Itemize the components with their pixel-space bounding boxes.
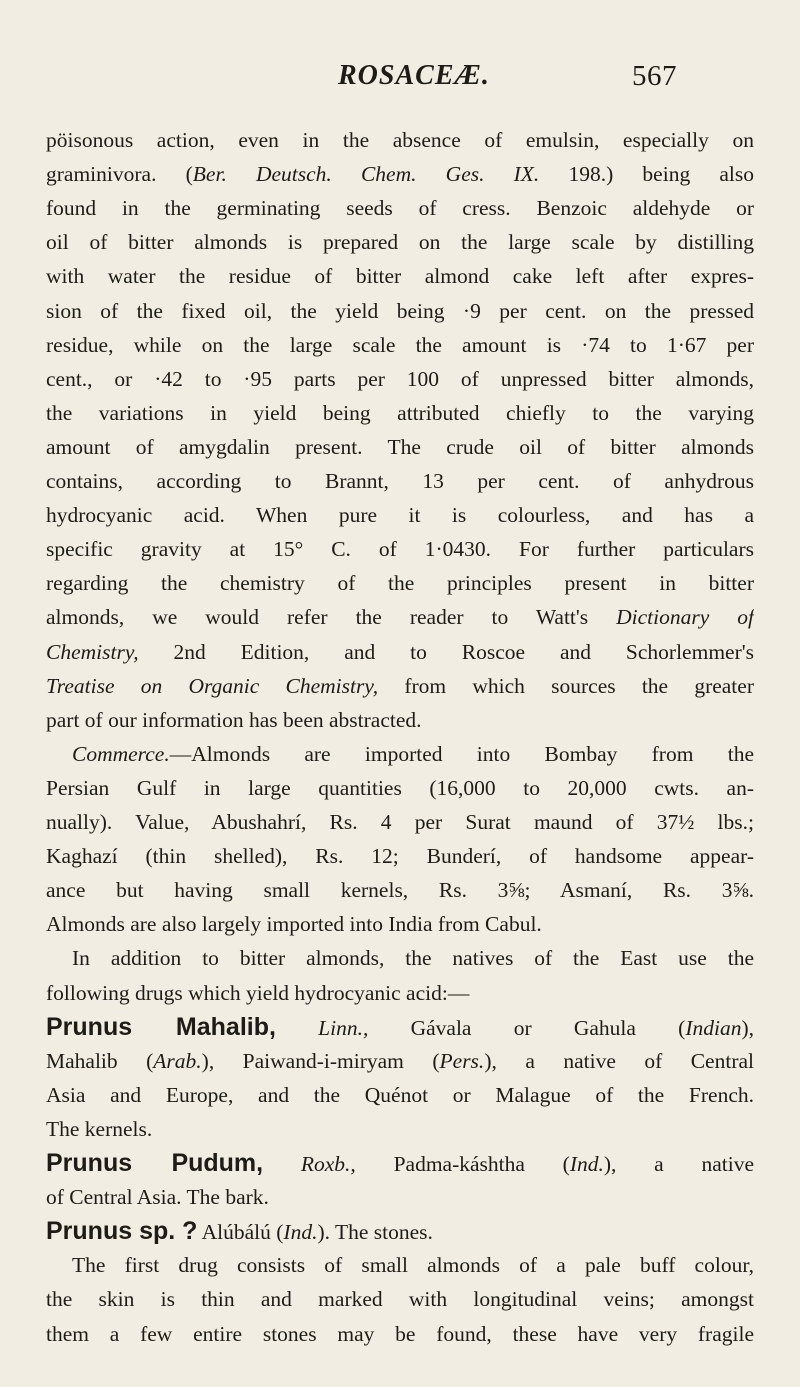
text-segment: Padma-káshtha ( [355, 1152, 570, 1176]
italic-text: Commerce. [72, 741, 170, 766]
text-line [46, 157, 754, 191]
text-segment: the variations in yield being attributed chiefly to the varying [46, 400, 754, 425]
text-line [46, 225, 754, 259]
text-line [46, 1146, 754, 1180]
italic-text: Chemistry, [46, 639, 139, 664]
drug-heading: Prunus Pudum, [46, 1149, 264, 1177]
text-segment: 198.) being also [539, 162, 754, 187]
text-segment: graminivora. ( [46, 162, 193, 187]
italic-text: Pers. [439, 1048, 485, 1073]
text-segment: Mahalib ( [46, 1048, 154, 1073]
text-line [46, 771, 754, 805]
text-segment: with water the residue of bitter almond cake left after expres- [46, 264, 754, 289]
italic-text: Roxb., [300, 1152, 356, 1176]
text-segment: —Almonds are imported into Bombay from the [169, 741, 754, 766]
italic-text: Indian [685, 1015, 742, 1040]
text-segment: Gávala or Gahula ( [368, 1015, 686, 1040]
text-segment: Asia and Europe, and the Quénot or Malague of the French. [46, 1082, 754, 1107]
text-segment: The kernels. [46, 1116, 153, 1141]
page-header [0, 60, 800, 110]
italic-text: Ind. [569, 1152, 604, 1176]
text-line [46, 737, 754, 771]
text-segment: following drugs which yield hydrocyanic acid:— [46, 980, 470, 1005]
text-line [46, 259, 754, 293]
text-segment: the skin is thin and marked with longitudinal veins; amongst [46, 1287, 754, 1312]
text-segment: ance but having small kernels, Rs. 3⅝; Asmaní, Rs. 3⅝. [46, 878, 754, 903]
drug-heading: Prunus sp. ? [46, 1217, 198, 1246]
text-line [46, 1010, 754, 1044]
text-segment: ), a native of Central [484, 1048, 754, 1073]
italic-text: Linn., [318, 1015, 369, 1040]
text-segment: oil of bitter almonds is prepared on the large scale by distilling [46, 230, 754, 255]
text-segment: found in the germinating seeds of cress. Benzoic aldehyde or [46, 196, 754, 221]
text-segment: them a few entire stones may be found, these have very fragile [46, 1321, 754, 1346]
text-line [46, 873, 754, 907]
text-line [46, 976, 754, 1010]
text-line [46, 566, 754, 600]
text-line [46, 703, 754, 737]
text-segment: Alúbálú ( [197, 1220, 284, 1245]
text-line [46, 294, 754, 328]
text-segment: 2nd Edition, and to Roscoe and Schorlemmer's [138, 639, 754, 664]
text-line [46, 1112, 754, 1146]
text-segment: almonds, we would refer the reader to Watt's [46, 605, 617, 630]
text-line [46, 907, 754, 941]
italic-text: Dictionary of [616, 605, 754, 630]
text-segment: nually). Value, Abushahrí, Rs. 4 per Surat maund of 37½ lbs.; [46, 810, 754, 834]
text-line [46, 1248, 754, 1282]
text-segment: Persian Gulf in large quantities (16,000 to 20,000 cwts. an- [46, 775, 754, 800]
text-line [46, 362, 754, 396]
text-line [46, 1282, 754, 1316]
text-segment: part of our information has been abstracted. [46, 707, 422, 732]
text-segment: regarding the chemistry of the principles present in bitter [46, 571, 754, 596]
text-line [46, 430, 754, 464]
text-line [46, 600, 754, 634]
text-segment: pöisonous action, even in the absence of emulsin, especially on [46, 128, 754, 152]
text-segment: Almonds are also largely imported into India from Cabul. [46, 912, 542, 937]
text-line [46, 1214, 754, 1248]
text-line [46, 396, 754, 430]
text-segment: cent., or ·42 to ·95 parts per 100 of unpressed bitter almonds, [46, 366, 754, 391]
text-segment: specific gravity at 15° C. of 1·0430. For further particulars [46, 537, 754, 562]
italic-text: Treatise on Organic Chemistry, [46, 673, 379, 698]
text-line [46, 532, 754, 566]
text-line [46, 1078, 754, 1112]
text-line [46, 1317, 754, 1351]
running-head: ROSACEÆ. [338, 60, 490, 91]
text-line [46, 498, 754, 532]
text-line [46, 123, 754, 157]
text-segment: of Central Asia. The bark. [46, 1185, 269, 1210]
text-segment: from which sources the greater [378, 673, 754, 698]
text-segment [263, 1152, 301, 1176]
text-segment: residue, while on the large scale the amount is ·74 to 1·67 per [46, 332, 754, 357]
text-line [46, 464, 754, 498]
text-segment: contains, according to Brannt, 13 per cent. of anhydrous [46, 469, 754, 493]
text-line [46, 1044, 754, 1078]
text-line [46, 805, 754, 839]
page-number: 567 [632, 60, 677, 92]
text-segment: ). The stones. [317, 1220, 433, 1245]
text-segment: Kaghazí (thin shelled), Rs. 12; Bunderí, of handsome appear- [46, 844, 754, 869]
text-line [46, 669, 754, 703]
text-segment: In addition to bitter almonds, the natives of the East use the [72, 946, 754, 971]
text-line [46, 839, 754, 873]
text-line [46, 191, 754, 225]
text-line [46, 1180, 754, 1214]
italic-text: Arab. [153, 1048, 202, 1073]
text-line [46, 635, 754, 669]
text-segment: amount of amygdalin present. The crude oil of bitter almonds [46, 434, 754, 459]
drug-heading: Prunus Mahalib, [46, 1012, 276, 1041]
text-segment: hydrocyanic acid. When pure it is colourless, and has a [46, 503, 754, 528]
text-segment [276, 1016, 318, 1040]
text-line [46, 941, 754, 975]
text-segment: ), [741, 1015, 754, 1040]
text-line [46, 328, 754, 362]
italic-text: Ind. [283, 1220, 318, 1245]
text-segment: sion of the fixed oil, the yield being ·9 per cent. on the pressed [46, 298, 754, 323]
text-segment: ), Paiwand-i-miryam ( [201, 1048, 440, 1073]
text-segment: The first drug consists of small almonds of a pale buff colour, [72, 1253, 754, 1278]
text-segment: ), a native [603, 1152, 754, 1176]
italic-text: Ber. Deutsch. Chem. Ges. IX. [192, 162, 540, 187]
